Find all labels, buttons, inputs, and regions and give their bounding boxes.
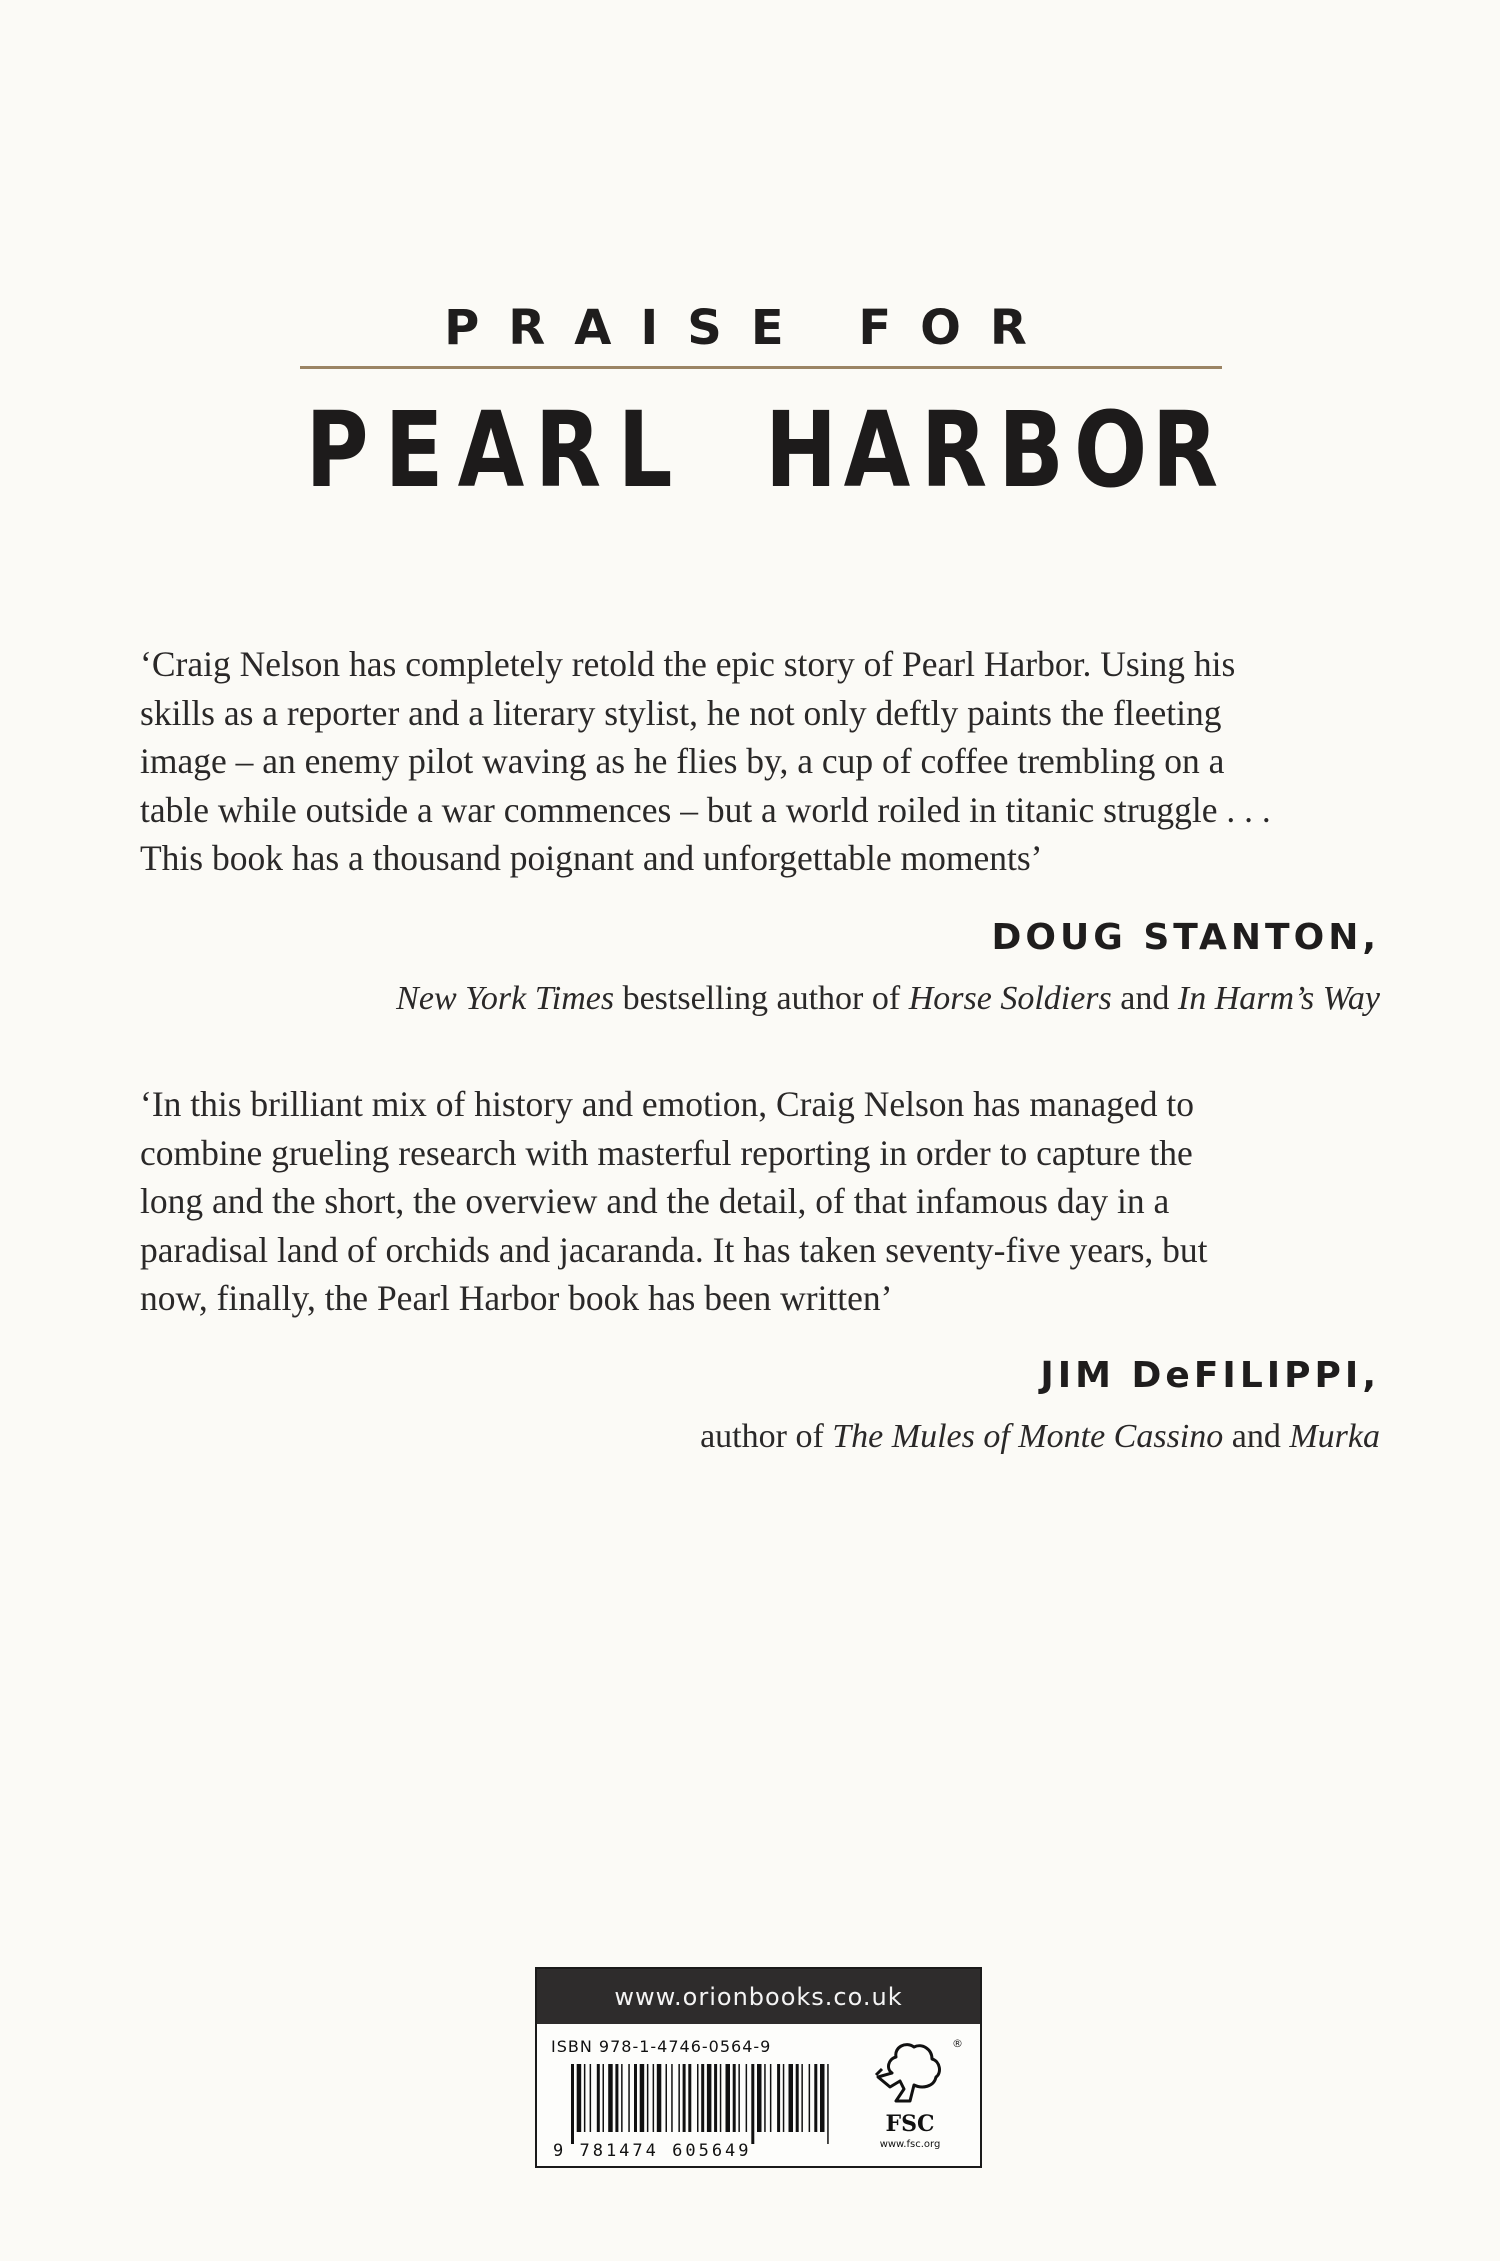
barcode-bar	[640, 2064, 645, 2132]
barcode-bar	[577, 2064, 582, 2132]
barcode-bar	[666, 2064, 668, 2132]
barcode-bar	[584, 2064, 586, 2132]
barcode-bar	[789, 2064, 794, 2132]
barcode-bar	[590, 2064, 592, 2132]
barcode-bar	[720, 2064, 722, 2132]
title-letter: L	[617, 389, 673, 511]
barcode-bar	[796, 2064, 799, 2132]
barcode-bar	[733, 2064, 736, 2132]
barcode-bar	[608, 2064, 613, 2132]
barcode-image	[551, 2064, 841, 2159]
credit-book: The Mules of Monte Cassino	[832, 1418, 1224, 1455]
credit-book: Horse Soldiers	[908, 980, 1112, 1017]
isbn-number: ISBN 978-1-4746-0564-9	[551, 2037, 772, 2056]
quote-line: table while outside a war commences – but a world roiled in titanic struggle . . .	[140, 789, 1271, 830]
quote-line: combine grueling research with masterful reporting in order to capture the	[140, 1132, 1193, 1173]
quote-author-stanton: DOUG STANTON,	[991, 917, 1380, 958]
barcode-bar	[814, 2064, 817, 2132]
barcode-bar	[820, 2064, 825, 2132]
credit-publication: New York Times	[396, 980, 615, 1017]
author-credit-defilippi	[700, 1418, 1380, 1456]
barcode-bar	[628, 2064, 630, 2132]
book-title	[300, 389, 1222, 511]
barcode-bar	[809, 2064, 811, 2132]
quote-stanton	[140, 640, 1380, 883]
credit-book: Murka	[1289, 1418, 1380, 1455]
barcode-bar	[738, 2064, 740, 2132]
author-credit-stanton	[396, 980, 1380, 1018]
barcode-bar	[746, 2064, 748, 2132]
title-letter: A	[843, 389, 910, 511]
barcode-bar	[751, 2064, 754, 2144]
quote-line: ‘In this brilliant mix of history and emotion, Craig Nelson has managed to	[140, 1084, 1194, 1124]
title-letter: A	[457, 389, 525, 511]
quote-line: now, finally, the Pearl Harbor book has been written’	[140, 1278, 893, 1318]
barcode-bar	[571, 2064, 574, 2144]
fsc-label: FSC	[885, 2111, 935, 2137]
barcode-bar	[827, 2064, 829, 2144]
title-letter: P	[305, 389, 369, 511]
title-letter: B	[997, 389, 1064, 511]
barcode-bar	[653, 2064, 655, 2132]
praise-for-heading: PRAISE FOR	[444, 300, 1056, 356]
title-space	[688, 392, 756, 508]
credit-text: and	[1223, 1418, 1290, 1455]
barcode-bar	[777, 2064, 780, 2132]
barcode-bar	[678, 2064, 680, 2132]
heading-rule	[300, 366, 1222, 369]
barcode-bar	[770, 2064, 772, 2132]
barcode-bar	[764, 2064, 766, 2132]
barcode-bar	[647, 2064, 649, 2132]
barcode-bar	[657, 2064, 662, 2132]
fsc-tree-icon	[870, 2035, 950, 2111]
credit-text: and	[1111, 980, 1178, 1017]
publisher-url: www.orionbooks.co.uk	[537, 1969, 980, 2024]
barcode-bars	[571, 2064, 829, 2144]
title-letter: E	[384, 389, 444, 511]
barcode-bar	[603, 2064, 605, 2132]
barcode-bar	[714, 2064, 717, 2132]
credit-text: author of	[700, 1418, 833, 1455]
barcode-bar	[597, 2064, 600, 2132]
fsc-logo	[855, 2035, 965, 2160]
title-letter: R	[920, 389, 987, 511]
quote-line: image – an enemy pilot waving as he flies by, a cup of coffee trembling on a	[140, 741, 1225, 781]
barcode-bar	[671, 2064, 673, 2132]
barcode-bar	[757, 2064, 762, 2132]
barcode-bar	[801, 2064, 803, 2132]
quote-line: ‘Craig Nelson has completely retold the epic story of Pearl Harbor. Using his	[140, 644, 1236, 684]
title-letter: R	[1151, 389, 1219, 511]
barcode-bar	[683, 2064, 686, 2132]
quote-line: long and the short, the overview and the detail, of that infamous day in a	[140, 1181, 1170, 1221]
credit-book: In Harm’s Way	[1177, 980, 1380, 1017]
title-letter: H	[765, 389, 838, 511]
quote-defilippi	[140, 1080, 1380, 1323]
barcode-bar	[701, 2064, 704, 2132]
barcode-bar	[688, 2064, 691, 2132]
registered-mark: ®	[952, 2037, 963, 2050]
barcode-bar	[707, 2064, 712, 2132]
quote-line: This book has a thousand poignant and unforgettable moments’	[140, 838, 1043, 878]
barcode-bar	[783, 2064, 785, 2132]
quote-line: paradisal land of orchids and jacaranda. It has taken seventy-five years, but	[140, 1229, 1208, 1270]
barcode-panel	[535, 1967, 982, 2168]
barcode-bar	[615, 2064, 618, 2132]
quote-line: skills as a reporter and a literary stylist, he not only deftly paints the fleeting	[140, 692, 1222, 733]
barcode-digits: 9 781474 605649	[553, 2141, 752, 2159]
quote-author-defilippi: JIM DeFILIPPI,	[1040, 1355, 1380, 1396]
barcode-bar	[697, 2064, 699, 2132]
credit-text: bestselling author of	[614, 980, 909, 1017]
barcode-bar	[726, 2064, 731, 2132]
title-letter: R	[535, 389, 602, 511]
barcode-bar	[621, 2064, 623, 2132]
barcode-bar	[634, 2064, 637, 2132]
fsc-url: www.fsc.org	[879, 2139, 941, 2150]
title-letter: O	[1073, 389, 1147, 511]
